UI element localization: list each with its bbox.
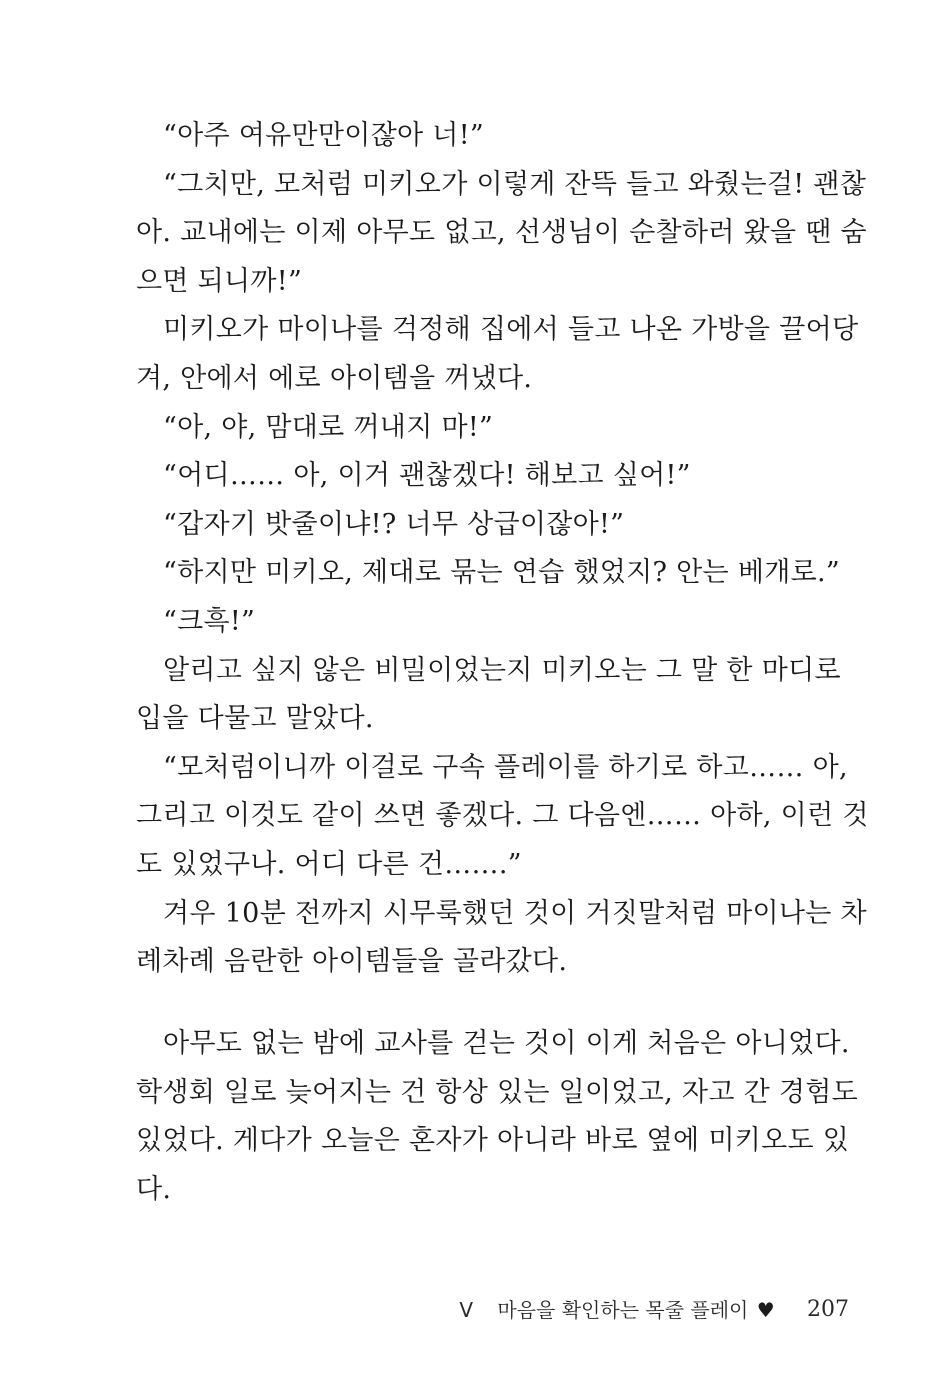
text-line: “하지만 미키오, 제대로 묶는 연습 했었지? 안는 베개로.” <box>163 557 840 589</box>
text-line: 도 있었구나. 어디 다른 건…….” <box>136 848 522 880</box>
heart-icon: ♥ <box>756 1297 775 1322</box>
text-line: 아무도 없는 밤에 교사를 걷는 것이 이게 처음은 아니었다. <box>163 1028 850 1059</box>
text-line: 겨우 10분 전까지 시무룩했던 것이 거짓말처럼 마이나는 차 <box>163 897 867 929</box>
text-line: “크흑!” <box>163 605 256 637</box>
scene-2-text <box>136 1020 858 1214</box>
text-line: 으면 되니까!” <box>136 265 303 297</box>
text-line: 례차례 음란한 아이템들을 골라갔다. <box>136 946 568 978</box>
text-line: “어디…… 아, 이거 괜찮겠다! 해보고 싶어!” <box>163 460 691 492</box>
text-line: “갑자기 밧줄이냐!? 너무 상급이잖아!” <box>163 508 625 540</box>
text-line: 겨, 안에서 에로 아이템을 꺼냈다. <box>136 362 533 394</box>
scene-1-text <box>136 112 869 987</box>
text-line: 학생회 일로 늦어지는 건 항상 있는 일이었고, 자고 간 경험도 <box>136 1076 858 1108</box>
text-line: 알리고 싶지 않은 비밀이었는지 미키오는 그 말 한 마디로 <box>163 654 841 686</box>
text-line: “그치만, 모처럼 미키오가 이렇게 잔뜩 들고 와줬는걸! 괜찮 <box>163 168 867 200</box>
chapter-title: 마음을 확인하는 목줄 플레이 <box>497 1297 749 1322</box>
text-line: 그리고 이것도 같이 쓰면 좋겠다. 그 다음엔…… 아하, 이런 것 <box>136 800 869 832</box>
text-line: 있었다. 게다가 오늘은 혼자가 아니라 바로 옆에 미키오도 있 <box>136 1125 850 1157</box>
text-line: 아. 교내에는 이제 아무도 없고, 선생님이 순찰하러 왔을 땐 숨 <box>136 217 867 249</box>
text-line: 입을 다물고 말았다. <box>136 703 374 735</box>
text-line: 미키오가 마이나를 걱정해 집에서 들고 나온 가방을 끌어당 <box>163 314 859 346</box>
page-number: 207 <box>807 1296 849 1322</box>
chapter-numeral: V <box>459 1297 474 1322</box>
text-line: “모처럼이니까 이걸로 구속 플레이를 하기로 하고…… 아, <box>163 751 848 783</box>
text-line: “아, 야, 맘대로 꺼내지 마!” <box>163 411 494 443</box>
text-line: 다. <box>136 1173 172 1205</box>
running-footer <box>459 1290 849 1326</box>
text-line: “아주 여유만만이잖아 너!” <box>163 120 484 151</box>
